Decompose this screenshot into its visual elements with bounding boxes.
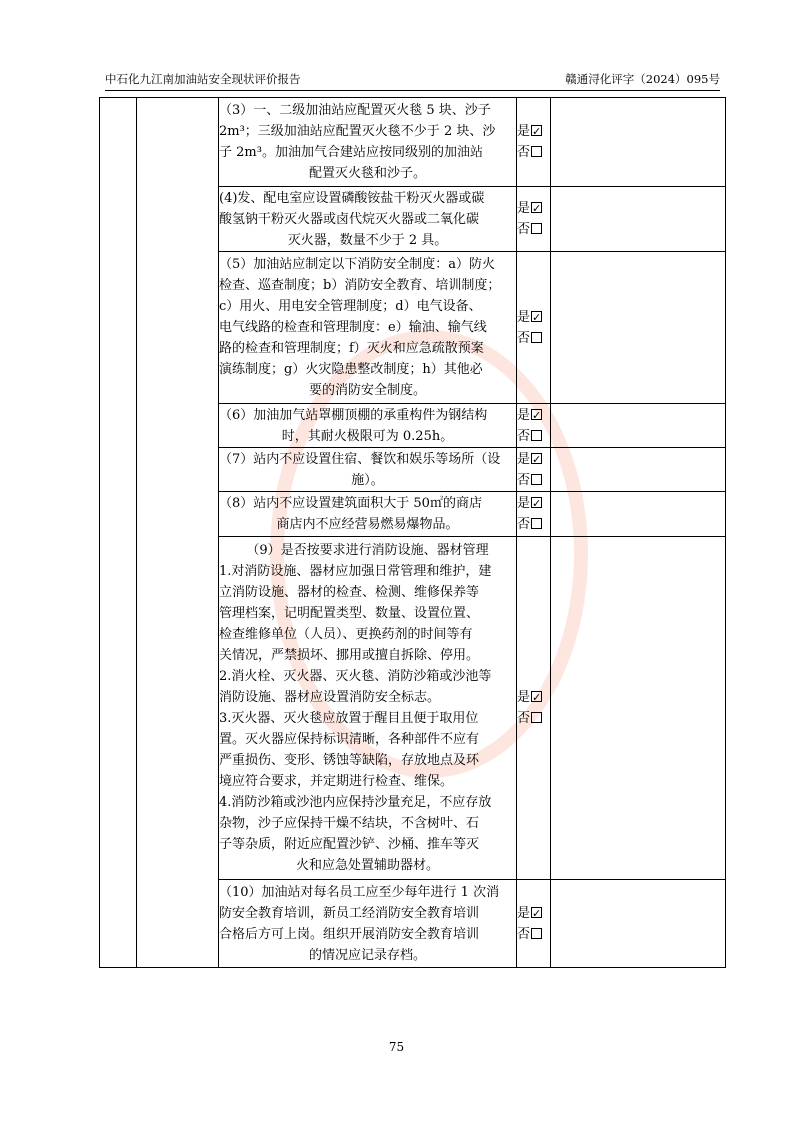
remark-cell — [551, 98, 726, 187]
remark-cell — [551, 492, 726, 537]
content-line: 置。灭火器应保持标识清晰，各种部件不应有 — [219, 732, 480, 747]
no-checkbox[interactable] — [531, 430, 542, 441]
remark-cell — [551, 252, 726, 404]
check-content — [219, 537, 517, 880]
no-label: 否 — [517, 517, 531, 532]
content-line: （5）加油站应制定以下消防安全制度：a）防火 — [219, 257, 496, 272]
yes-checkbox[interactable] — [531, 311, 542, 322]
remark-cell — [551, 448, 726, 492]
yes-checkbox[interactable] — [531, 691, 542, 702]
remark-cell — [551, 187, 726, 252]
yes-label: 是 — [517, 905, 531, 921]
content-line: （10）加油站对每名员工应至少每年进行 1 次消 — [219, 884, 500, 900]
check-content — [219, 252, 517, 404]
report-number: 赣通浔化评字（2024）095号 — [565, 72, 720, 86]
content-line: 管理档案，记明配置类型、数量、设置位置、 — [219, 606, 480, 621]
content-line: 2m³；三级加油站应配置灭火毯不少于 2 块、沙 — [219, 124, 496, 139]
content-line: 防安全教育培训，新员工经消防安全教育培训 — [219, 905, 480, 921]
no-label: 否 — [517, 330, 531, 346]
content-line: 检查维修单位（人员）、更换药剂的时间等有 — [219, 627, 473, 642]
yes-checkbox[interactable] — [531, 125, 542, 136]
content-line: 时，其耐火极限可为 0.25h。 — [281, 428, 454, 444]
remark-cell — [551, 404, 726, 448]
page-number: 75 — [388, 1040, 405, 1054]
no-label: 否 — [517, 926, 531, 942]
category-cell — [100, 98, 137, 968]
content-line: 检查、巡查制度；b）消防安全教育、培训制度； — [219, 278, 501, 293]
check-result — [517, 187, 551, 252]
check-content — [219, 187, 517, 252]
content-line: 杂物，沙子应保持干燥不结块，不含树叶、石 — [219, 816, 480, 831]
page-header — [105, 68, 720, 91]
content-line: 子等杂质，附近应配置沙铲、沙桶、推车等灭 — [219, 837, 480, 852]
yes-checkbox[interactable] — [531, 453, 542, 464]
content-line: 关情况，严禁损坏、挪用或擅自拆除、停用。 — [219, 648, 480, 663]
no-label: 否 — [517, 711, 531, 726]
check-content — [219, 880, 517, 968]
content-line: （3）一、二级加油站应配置灭火毯 5 块、沙子 — [219, 103, 491, 118]
content-line: 要的消防安全制度。 — [308, 383, 426, 398]
yes-label: 是 — [517, 201, 531, 216]
yes-label: 是 — [517, 496, 531, 511]
content-line: 4.消防沙箱或沙池内应保持沙量充足，不应存放 — [219, 795, 492, 810]
yes-checkbox[interactable] — [531, 497, 542, 508]
content-line: 演练制度；g）火灾隐患整改制度；h）其他必 — [219, 362, 483, 377]
content-line: 2.消火栓、灭火器、灭火毯、消防沙箱或沙池等 — [219, 669, 492, 684]
yes-label: 是 — [517, 309, 531, 325]
check-result — [517, 448, 551, 492]
content-line: 3.灭火器、灭火毯应放置于醒目且便于取用位 — [219, 711, 479, 726]
yes-label: 是 — [517, 124, 531, 139]
content-line: 施）。 — [351, 472, 384, 488]
check-content — [219, 404, 517, 448]
no-checkbox[interactable] — [531, 712, 542, 723]
no-label: 否 — [517, 472, 531, 488]
report-title: 中石化九江南加油站安全现状评价报告 — [105, 72, 301, 86]
check-result — [517, 492, 551, 537]
content-line: c）用火、用电安全管理制度；d）电气设备、 — [219, 299, 482, 314]
check-content — [219, 98, 517, 187]
content-line: 的情况应记录存档。 — [308, 947, 426, 963]
check-result — [517, 537, 551, 880]
check-content — [219, 492, 517, 537]
yes-label: 是 — [517, 690, 531, 705]
yes-checkbox[interactable] — [531, 409, 542, 420]
content-line: 境应符合要求，并定期进行检查、维保。 — [219, 774, 454, 789]
no-checkbox[interactable] — [531, 518, 542, 529]
yes-label: 是 — [517, 451, 531, 467]
checklist-row — [100, 98, 726, 187]
checklist-table — [99, 97, 726, 968]
content-line: （6）加油加气站罩棚顶棚的承重构件为钢结构 — [219, 407, 488, 423]
yes-label: 是 — [517, 407, 531, 423]
no-label: 否 — [517, 222, 531, 237]
content-line: 配置灭火毯和沙子。 — [308, 166, 426, 181]
content-line: 路的检查和管理制度；f）灭火和应急疏散预案 — [219, 341, 484, 356]
no-checkbox[interactable] — [531, 928, 542, 939]
check-content — [219, 448, 517, 492]
no-label: 否 — [517, 428, 531, 444]
content-line: (4)发、配电室应设置磷酸铵盐干粉灭火器或碳 — [219, 190, 485, 206]
content-line: （7）站内不应设置住宿、餐饮和娱乐等场所（设 — [219, 451, 501, 467]
content-line: 电气线路的检查和管理制度：e）输油、输气线 — [219, 320, 487, 335]
no-checkbox[interactable] — [531, 474, 542, 485]
content-line: 子 2m³。加油加气合建站应按同级别的加油站 — [219, 145, 483, 160]
content-line: 火和应急处置辅助器材。 — [295, 858, 439, 873]
content-line: 消防设施、器材应设置消防安全标志。 — [219, 690, 441, 705]
check-result — [517, 404, 551, 448]
remark-cell — [551, 537, 726, 880]
check-result — [517, 252, 551, 404]
content-line: 商店内不应经营易燃易爆物品。 — [276, 517, 459, 532]
check-result — [517, 98, 551, 187]
content-line: 严重损伤、变形、锈蚀等缺陷，存放地点及环 — [219, 753, 480, 768]
yes-checkbox[interactable] — [531, 202, 542, 213]
content-line: 1.对消防设施、器材应加强日常管理和维护，建 — [219, 564, 492, 579]
content-line: 合格后方可上岗。组织开展消防安全教育培训 — [219, 926, 480, 942]
no-checkbox[interactable] — [531, 223, 542, 234]
content-line: （9）是否按要求进行消防设施、器材管理 — [246, 543, 489, 558]
content-line: 酸氢钠干粉灭火器或卤代烷灭火器或二氧化碳 — [219, 211, 480, 227]
content-line: 立消防设施、器材的检查、检测、维修保养等 — [219, 585, 480, 600]
yes-checkbox[interactable] — [531, 907, 542, 918]
check-result — [517, 880, 551, 968]
remark-cell — [551, 880, 726, 968]
no-checkbox[interactable] — [531, 146, 542, 157]
no-checkbox[interactable] — [531, 332, 542, 343]
content-line: 灭火器，数量不少于 2 具。 — [287, 232, 448, 248]
content-line: （8）站内不应设置建筑面积大于 50㎡的商店 — [219, 496, 482, 511]
no-label: 否 — [517, 145, 531, 160]
item-cell — [137, 98, 219, 968]
